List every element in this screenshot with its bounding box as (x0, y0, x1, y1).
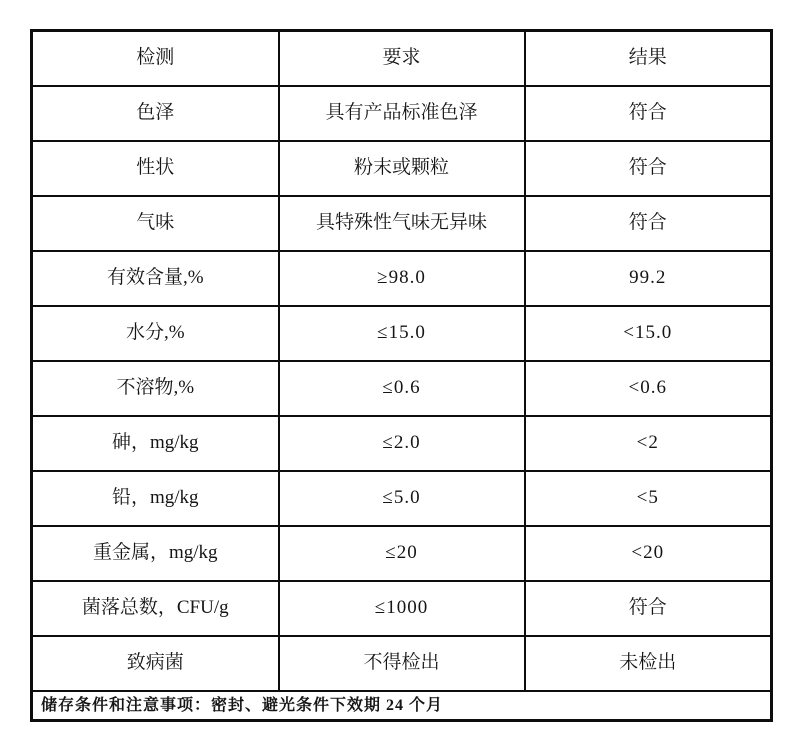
storage-conditions-note: 储存条件和注意事项：密封、避光条件下效期 24 个月 (32, 691, 772, 721)
item-cell: 不溶物,% (32, 361, 279, 416)
item-cell: 菌落总数，CFU/g (32, 581, 279, 636)
item-cell: 砷，mg/kg (32, 416, 279, 471)
requirement-cell: 不得检出 (279, 636, 525, 691)
item-cell: 气味 (32, 196, 279, 251)
table-row (32, 196, 772, 251)
result-cell: <20 (525, 526, 772, 581)
table-row (32, 141, 772, 196)
result-cell: 符合 (525, 86, 772, 141)
column-header-requirement: 要求 (279, 31, 525, 87)
inspection-report-table (30, 29, 773, 722)
requirement-cell: 粉末或颗粒 (279, 141, 525, 196)
requirement-cell: 具特殊性气味无异味 (279, 196, 525, 251)
requirement-cell: ≤0.6 (279, 361, 525, 416)
result-cell: 符合 (525, 196, 772, 251)
storage-conditions-row (32, 691, 772, 721)
table-row (32, 526, 772, 581)
requirement-cell: ≤20 (279, 526, 525, 581)
table-row (32, 581, 772, 636)
column-header-item: 检测 (32, 31, 279, 87)
item-cell: 致病菌 (32, 636, 279, 691)
result-cell: 符合 (525, 581, 772, 636)
result-cell: <5 (525, 471, 772, 526)
item-cell: 水分,% (32, 306, 279, 361)
result-cell: 符合 (525, 141, 772, 196)
item-cell: 有效含量,% (32, 251, 279, 306)
requirement-cell: ≤1000 (279, 581, 525, 636)
result-cell: 99.2 (525, 251, 772, 306)
requirement-cell: ≤5.0 (279, 471, 525, 526)
result-cell: <2 (525, 416, 772, 471)
requirement-cell: 具有产品标准色泽 (279, 86, 525, 141)
item-cell: 性状 (32, 141, 279, 196)
header-row (32, 31, 772, 87)
table-row (32, 361, 772, 416)
table-row (32, 471, 772, 526)
result-cell: <15.0 (525, 306, 772, 361)
item-cell: 重金属，mg/kg (32, 526, 279, 581)
table-row (32, 306, 772, 361)
result-cell: 未检出 (525, 636, 772, 691)
requirement-cell: ≥98.0 (279, 251, 525, 306)
table-row (32, 86, 772, 141)
requirement-cell: ≤2.0 (279, 416, 525, 471)
requirement-cell: ≤15.0 (279, 306, 525, 361)
table-row (32, 636, 772, 691)
table-row (32, 416, 772, 471)
result-cell: <0.6 (525, 361, 772, 416)
item-cell: 铅，mg/kg (32, 471, 279, 526)
table-row (32, 251, 772, 306)
column-header-result: 结果 (525, 31, 772, 87)
item-cell: 色泽 (32, 86, 279, 141)
